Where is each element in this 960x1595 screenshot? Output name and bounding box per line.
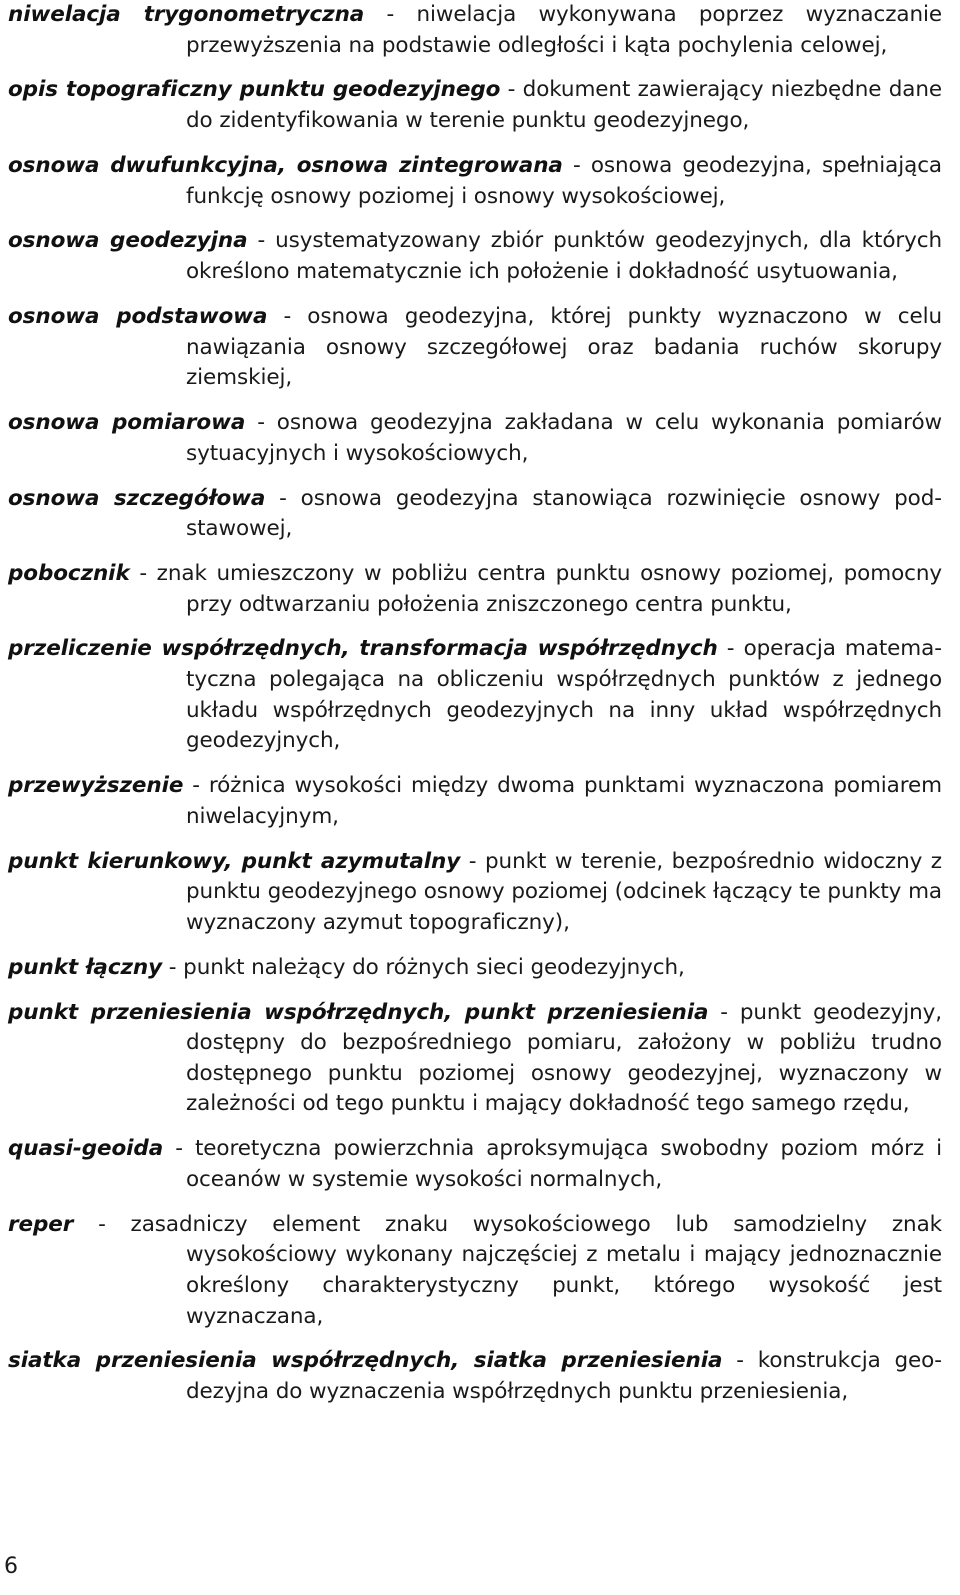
glossary-definition: - znak umieszczony w pobliżu centra punktu osnowy poziomej, pomocny przy odtwarzaniu położenia zniszczonego centra punktu,	[129, 560, 942, 617]
glossary-entry	[8, 484, 942, 545]
glossary-entry	[8, 1134, 942, 1195]
glossary-entry	[8, 953, 942, 984]
glossary-entry	[8, 1346, 942, 1407]
glossary-entry	[8, 634, 942, 756]
glossary-definition: - zasadniczy element znaku wysokościowego lub samodzielny znak wysokościowy wykonany najczęściej z metalu i mający jednoznacznie określony charakterystyczny punkt, którego wysokość jest wyznaczana,	[73, 1211, 942, 1329]
glossary-term: quasi-geoida	[8, 1136, 164, 1162]
glossary-definition: - osnowa geodezyjna zakładana w celu wykonania pomiarów sytuacyjnych i wysokościowych,	[186, 410, 942, 466]
glossary-entry	[8, 1210, 942, 1332]
glossary-definition: - osnowa geodezyjna stanowiąca rozwinięcie osnowy podstawowej,	[186, 485, 943, 542]
glossary-definition: - różnica wysokości między dwoma punktami wyznaczona pomiarem niwelacyjnym,	[183, 773, 942, 829]
glossary-term: reper	[8, 1211, 74, 1237]
glossary-entry	[8, 226, 942, 287]
glossary-term: niwelacja trygonometryczna	[8, 2, 365, 27]
glossary-term: osnowa pomiarowa	[8, 410, 246, 436]
glossary-definition: - teoretyczna powierzchnia aproksymująca swobodny poziom mórz i oceanów w systemie wysokości normalnych,	[163, 1136, 942, 1192]
glossary-definition: - osnowa geodezyjna, której punkty wyznaczono w celu nawiązania osnowy szczegółowej oraz badania ruchów skorupy ziemskiej,	[186, 303, 942, 391]
glossary-term: przeliczenie współrzędnych, transformacja współrzędnych	[8, 636, 718, 662]
glossary-term: osnowa geodezyjna	[8, 228, 248, 254]
glossary-definition: - punkt w terenie, bezpośrednio widoczny z punktu geodezyjnego osnowy poziomej (odcinek łączący te punkty ma wyznaczony azymut topograficzny),	[186, 848, 942, 935]
glossary-definition: - operacja matematyczna polegająca na obliczeniu współrzędnych punktów z jednego układu współrzędnych geodezyjnych na inny układ współrzędnych geodezyjnych,	[186, 636, 942, 754]
glossary-definition: - konstrukcja geodezyjna do wyznaczenia współrzędnych punktu przeniesienia,	[186, 1348, 942, 1405]
glossary-entry	[8, 0, 942, 61]
glossary-term: osnowa dwufunkcyjna, osnowa zintegrowana	[8, 152, 563, 178]
glossary-entry	[8, 302, 942, 394]
glossary-list	[8, 0, 942, 1422]
glossary-definition: - punkt należący do różnych sieci geodezyjnych,	[162, 954, 685, 980]
glossary-term: osnowa podstawowa	[8, 303, 268, 329]
glossary-term: opis topograficzny punktu geodezyjnego	[8, 77, 501, 103]
glossary-entry	[8, 559, 942, 620]
glossary-term: osnowa szczegółowa	[8, 485, 266, 511]
glossary-term: punkt przeniesienia współrzędnych, punkt przeniesienia	[8, 999, 709, 1025]
glossary-definition: - punkt geodezyjny, dostępny do bezpośredniego pomiaru, założony w pobliżu trudno dostępnego punktu poziomej osnowy geodezyjnej, wyznaczony w zależności od tego punktu i mający dokładność tego samego rzędu,	[186, 999, 942, 1117]
glossary-entry	[8, 771, 942, 832]
glossary-term: punkt łączny	[8, 954, 163, 980]
glossary-entry	[8, 151, 942, 212]
glossary-term: przewyższenie	[8, 773, 184, 799]
glossary-term: pobocznik	[8, 560, 130, 586]
glossary-definition: - osnowa geodezyjna, spełniająca funkcję osnowy poziomej i osnowy wysokościowej,	[186, 152, 942, 209]
glossary-entry	[8, 998, 942, 1120]
glossary-entry	[8, 408, 942, 469]
glossary-term: punkt kierunkowy, punkt azymutalny	[8, 848, 461, 874]
glossary-entry	[8, 847, 942, 939]
glossary-entry	[8, 75, 942, 136]
glossary-definition: - niwelacja wykonywana poprzez wyznaczanie przewyższenia na podstawie odległości i kąta pochylenia celowej,	[186, 2, 943, 58]
glossary-term: siatka przeniesienia współrzędnych, siatka przeniesienia	[8, 1348, 723, 1374]
page-number: 6	[4, 1554, 18, 1579]
glossary-definition: - usystematyzowany zbiór punktów geodezyjnych, dla których określono matematycznie ich położenie i dokładność usytuowania,	[186, 228, 942, 285]
glossary-definition: - dokument zawierający niezbędne dane do zidentyfikowania w terenie punktu geodezyjnego,	[186, 77, 942, 134]
